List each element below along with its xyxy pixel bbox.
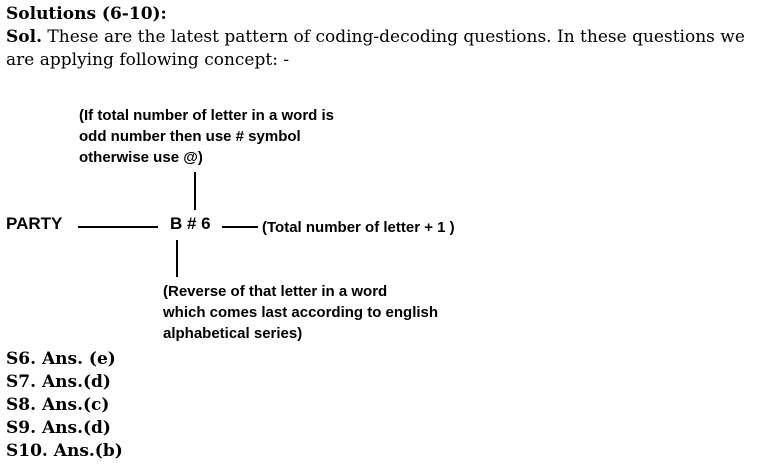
connector-right	[222, 226, 258, 228]
top-note-line-1: (If total number of letter in a word is	[79, 107, 335, 124]
intro-text: These are the latest pattern of coding-decoding questions. In these questions we are applying following concept: -	[6, 27, 745, 70]
sol-label: Sol.	[6, 27, 42, 47]
section-heading: Solutions (6-10):	[6, 4, 167, 24]
top-note	[79, 105, 334, 168]
bottom-note-line-3: alphabetical series)	[163, 325, 303, 342]
right-note: (Total number of letter + 1 )	[262, 219, 455, 236]
answer-s9: S9. Ans.(d)	[6, 418, 111, 438]
intro-paragraph	[6, 26, 756, 72]
top-note-line-3: otherwise use @)	[79, 149, 203, 166]
connector-word	[78, 226, 158, 228]
answer-s10: S10. Ans.(b)	[6, 441, 123, 461]
connector-up	[194, 172, 196, 210]
top-note-line-2: odd number then use # symbol	[79, 128, 301, 145]
connector-down	[176, 240, 178, 277]
answer-s6: S6. Ans. (e)	[6, 349, 116, 369]
coded-output: B # 6	[170, 214, 211, 233]
bottom-note-line-2: which comes last according to english	[163, 304, 439, 321]
answer-s7: S7. Ans.(d)	[6, 372, 111, 392]
input-word: PARTY	[6, 214, 63, 233]
bottom-note-line-1: (Reverse of that letter in a word	[163, 283, 388, 300]
answer-list	[6, 348, 123, 463]
bottom-note	[163, 281, 438, 344]
answer-s8: S8. Ans.(c)	[6, 395, 110, 415]
